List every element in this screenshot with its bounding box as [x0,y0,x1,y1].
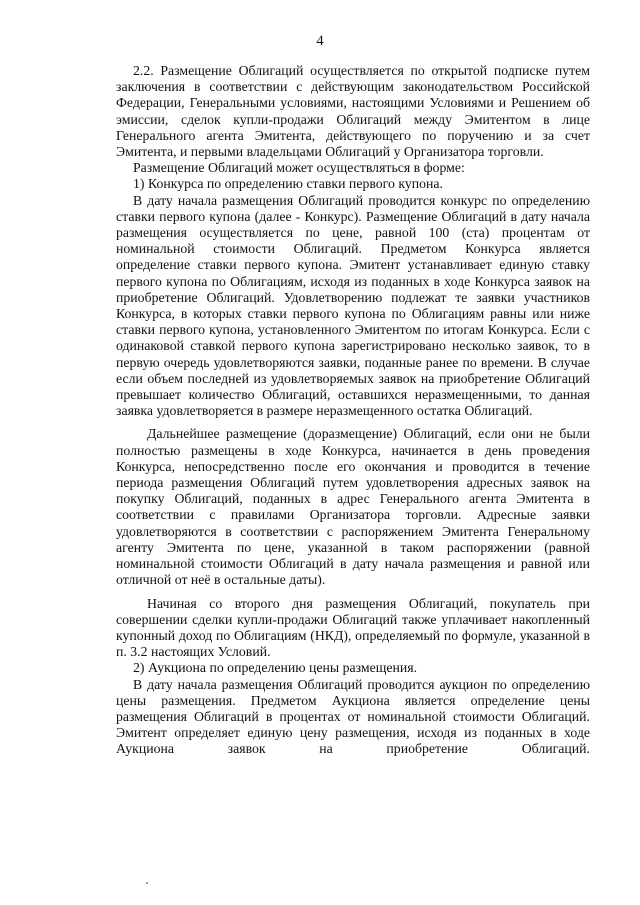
paragraph-accrued-coupon: Начиная со второго дня размещения Облигаций, покупатель при совершении сделки купли-продажи Облигаций также уплачивает накопленный купонный доход по Облигациям (НКД), определяемый по формуле, указанной в п. 3.2 настоящих Условий. [116,595,590,660]
page-number: 4 [316,33,324,49]
scan-speck [146,882,148,884]
paragraph-forms-intro: Размещение Облигаций может осуществляться в форме: [133,160,465,176]
paragraph-contest-heading: 1) Конкурса по определению ставки первого купона. [133,176,443,192]
document-body [116,63,590,758]
paragraph-auction-heading: 2) Аукциона по определению цены размещения. [133,660,418,676]
paragraph-additional-placement: Дальнейшее размещение (доразмещение) Облигаций, если они не были полностью размещены в ходе Конкурса, начинается в день проведения Конкурса, непосредственно после его окончания и проводится в течение периода размещения Облигаций путем удовлетворения адресных заявок на покупку Облигаций, поданных в адрес Генерального агента Эмитента в соответствии с правилами Организатора торговли. Адресные заявки удовлетворяются в соответствии с распоряжением Эмитента Генеральному агенту Эмитента по цене, указанной в таком распоряжении (равной номинальной стоимости Облигаций в дату начала размещения и равной или отличной от неё в остальные даты). [116,426,590,588]
paragraph-contest-description: В дату начала размещения Облигаций проводится конкурс по определению ставки первого купона (далее - Конкурс). Размещение Облигаций в дату начала размещения осуществляется по цене, равной 100 (ста) процентам от номинальной стоимости Облигаций. Предметом Конкурса является определение ставки первого купона. Эмитент устанавливает единую ставку первого купона по Облигациям, исходя из поданных в ходе Конкурса заявок на приобретение Облигаций. Удовлетворению подлежат те заявки участников Конкурса, в которых ставки первого купона по Облигациям равны или ниже ставки первого купона, установленного Эмитентом по итогам Конкурса. Если с одинаковой ставкой первого купона зарегистрировано несколько заявок, то в первую очередь удовлетворяются заявки, поданные ранее по времени. В случае если объем последней из удовлетворяемых заявок на приобретение Облигаций превышает количество Облигаций, оставшихся неразмещенными, то данная заявка удовлетворяется в размере неразмещенного остатка Облигаций. [116,192,590,419]
paragraph-2-2: 2.2. Размещение Облигаций осуществляется по открытой подписке путем заключения в соответствии с действующим законодательством Российской Федерации, Генеральными условиями, настоящими Условиями и Решением об эмиссии, сделок купли-продажи Облигаций между Эмитентом в лице Генерального агента Эмитента, действующего по поручению и за счет Эмитента, и первыми владельцами Облигаций у Организатора торговли. [116,63,590,160]
paragraph-auction-description: В дату начала размещения Облигаций проводится аукцион по определению цены размещения. Предметом Аукциона является определение цены размещения Облигаций в процентах от номинальной стоимости Облигаций. Эмитент определяет единую цену размещения, исходя из поданных в ходе Аукциона заявок на приобретение Облигаций. [116,676,590,757]
